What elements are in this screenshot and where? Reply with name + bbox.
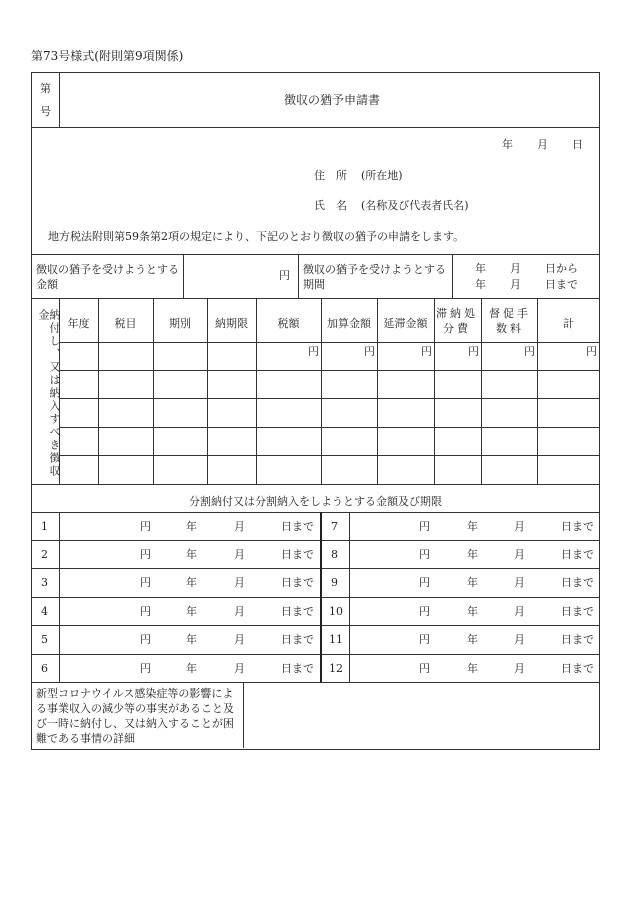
period-label: 徴収の猶予を受けようとする期間 <box>303 263 446 291</box>
period-from-day: 日から <box>545 262 578 275</box>
installment-number: 12 <box>329 662 343 675</box>
installment-month: 月 <box>514 605 525 618</box>
installment-year: 年 <box>186 605 197 618</box>
date-day: 日 <box>572 138 583 151</box>
installment-until: 日まで <box>561 576 594 589</box>
installment-yen: 円 <box>419 662 430 675</box>
period-from-month: 月 <box>510 262 521 275</box>
amount-unit: 円 <box>279 269 290 282</box>
yen-delinquency-amount: 円 <box>421 345 432 358</box>
installment-yen: 円 <box>140 605 151 618</box>
application-statement: 地方税法附則第59条第2項の規定により、下記のとおり徴収の猶予の申請をします。 <box>48 230 465 243</box>
installment-number: 9 <box>331 576 338 589</box>
installment-until: 日まで <box>561 605 594 618</box>
period-from-year: 年 <box>475 262 486 275</box>
yen-demand-fee: 円 <box>524 345 535 358</box>
installment-year: 年 <box>467 548 478 561</box>
date-month: 月 <box>537 138 548 151</box>
installment-until: 日まで <box>281 605 314 618</box>
col-demand-fee: 督促手数料 <box>489 307 531 335</box>
installment-year: 年 <box>467 662 478 675</box>
installment-month: 月 <box>514 520 525 533</box>
installment-month: 月 <box>234 576 245 589</box>
period-to-month: 月 <box>510 278 521 291</box>
col-due-date: 納期限 <box>215 317 248 330</box>
installment-month: 月 <box>234 520 245 533</box>
installment-month: 月 <box>234 548 245 561</box>
yen-tax-amount: 円 <box>308 345 319 358</box>
details-label: 新型コロナウイルス感染症等の影響による事業収入の減少等の事実があること及び一時に納付し、又は納入することが困難である事情の詳細 <box>36 687 234 745</box>
yen-disposition-cost: 円 <box>468 345 479 358</box>
installment-month: 月 <box>514 633 525 646</box>
installment-until: 日まで <box>561 520 594 533</box>
installment-until: 日まで <box>281 633 314 646</box>
col-disposition-cost: 滞納処分費 <box>436 307 478 335</box>
installment-until: 日まで <box>561 633 594 646</box>
installment-month: 月 <box>234 633 245 646</box>
installment-year: 年 <box>467 576 478 589</box>
name-label: 氏 名 <box>314 199 347 212</box>
installment-until: 日まで <box>561 662 594 675</box>
details-field[interactable] <box>244 683 599 747</box>
col-tax-item: 税目 <box>114 317 137 330</box>
installment-yen: 円 <box>419 520 430 533</box>
installment-until: 日まで <box>281 662 314 675</box>
col-term: 期別 <box>169 317 191 330</box>
col-additional-amount: 加算金額 <box>327 317 371 330</box>
installment-month: 月 <box>514 576 525 589</box>
col-tax-amount: 税額 <box>277 317 300 330</box>
installment-year: 年 <box>467 633 478 646</box>
installment-yen: 円 <box>419 633 430 646</box>
installment-year: 年 <box>186 662 197 675</box>
period-to-year: 年 <box>475 278 486 291</box>
amount-label: 徴収の猶予を受けようとする金額 <box>36 263 179 291</box>
col-delinquency-amount: 延滞金額 <box>383 317 428 330</box>
installment-until: 日まで <box>281 576 314 589</box>
installment-yen: 円 <box>419 548 430 561</box>
installment-year: 年 <box>186 576 197 589</box>
installment-number: 11 <box>329 633 343 646</box>
col-fiscal-year: 年度 <box>67 317 90 330</box>
installment-yen: 円 <box>140 576 151 589</box>
yen-additional-amount: 円 <box>364 345 375 358</box>
installment-number: 6 <box>41 662 48 675</box>
installment-number: 10 <box>329 605 343 618</box>
period-to-day: 日まで <box>545 278 578 291</box>
installment-until: 日まで <box>281 548 314 561</box>
number-char-go: 号 <box>40 105 51 118</box>
installment-number: 2 <box>41 548 48 561</box>
installment-yen: 円 <box>140 548 151 561</box>
address-label: 住 所 <box>314 169 347 182</box>
installment-yen: 円 <box>140 520 151 533</box>
form-title: 徴収の猶予申請書 <box>284 93 381 107</box>
yen-total: 円 <box>586 345 597 358</box>
col-total: 計 <box>563 317 574 330</box>
name-note: (名称及び代表者氏名) <box>361 199 469 212</box>
installment-month: 月 <box>234 662 245 675</box>
form-number: 第73号様式(附則第9項関係) <box>31 49 184 63</box>
installment-year: 年 <box>467 520 478 533</box>
installment-number: 8 <box>331 548 338 561</box>
installment-month: 月 <box>514 662 525 675</box>
date-year: 年 <box>502 138 513 151</box>
number-char-dai: 第 <box>40 82 51 95</box>
installment-year: 年 <box>186 633 197 646</box>
installment-number: 5 <box>41 633 48 646</box>
installments-title: 分割納付又は分割納入をしようとする金額及び期限 <box>189 495 442 508</box>
installment-yen: 円 <box>140 662 151 675</box>
installment-year: 年 <box>467 605 478 618</box>
installment-month: 月 <box>514 548 525 561</box>
installment-month: 月 <box>234 605 245 618</box>
installment-number: 7 <box>331 520 338 533</box>
installment-until: 日まで <box>561 548 594 561</box>
installment-until: 日まで <box>281 520 314 533</box>
installment-number: 1 <box>41 520 48 533</box>
installment-number: 4 <box>41 605 48 618</box>
installment-yen: 円 <box>419 576 430 589</box>
installment-yen: 円 <box>140 633 151 646</box>
installment-number: 3 <box>41 576 48 589</box>
address-note: (所在地) <box>361 169 403 182</box>
installment-yen: 円 <box>419 605 430 618</box>
installment-year: 年 <box>186 520 197 533</box>
installment-year: 年 <box>186 548 197 561</box>
tax-table-side-label: 納付し、又は納入すべき徴収金 <box>37 309 61 478</box>
